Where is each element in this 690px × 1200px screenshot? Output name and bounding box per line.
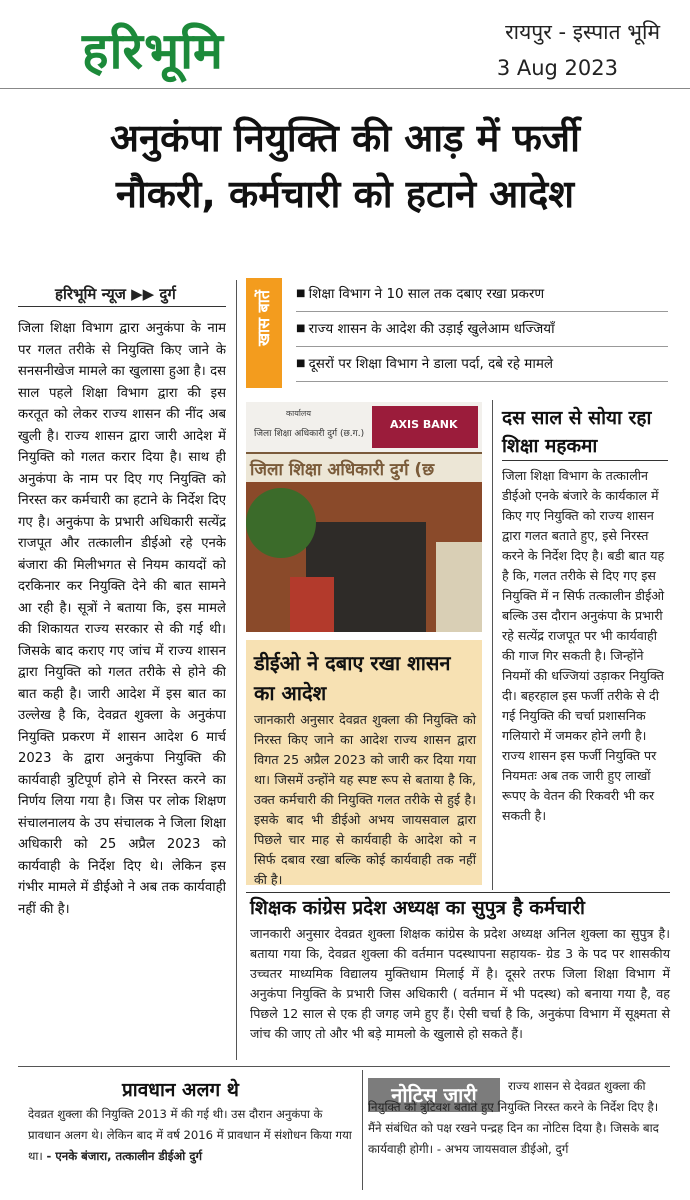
highlight-divider (296, 311, 668, 312)
signboard-top-text: कार्यालय (286, 409, 311, 418)
notice-body (368, 1076, 668, 1160)
highlights-tag-label: खास बातें (254, 290, 273, 347)
masthead-divider (0, 88, 690, 89)
highlight-divider (296, 381, 668, 382)
column-divider (362, 1070, 363, 1190)
side-wall (436, 542, 482, 632)
column-divider (236, 280, 237, 1060)
notice-text: राज्य शासन से देवव्रत शुक्ला की नियुक्ति को त्रुटिवश बताते हुए नियुक्ति निरस्त करने के निर्देश दिए है। मैंने संबंधित को पक्ष रखने पन्द्रह दिन का नोटिस दिया है। जिसके बाद कार्यवाही होगी। (368, 1079, 659, 1156)
signboard-office-text: जिला शिक्षा अधिकारी दुर्ग (छ.ग.) (254, 429, 365, 439)
highlight-divider (296, 346, 668, 347)
headline-line-2: नौकरी, कर्मचारी को हटाने आदेश (115, 172, 575, 216)
notice-label: नोटिस जारी (368, 1078, 500, 1112)
bottom-section-rule (18, 1066, 670, 1067)
highlights-list (296, 284, 668, 382)
provision-heading: प्रावधान अलग थे (122, 1079, 239, 1101)
column-divider (492, 400, 493, 890)
side-story-heading: दस साल से सोया रहा शिक्षा महकमा (502, 407, 652, 457)
deo-box-heading: डीईओ ने दबाए रखा शासन का आदेश (254, 651, 451, 705)
highlights-tag (246, 278, 282, 388)
highlight-item: ■ शिक्षा विभाग ने 10 साल तक दबाए रखा प्रकरण (296, 284, 668, 311)
deo-box (246, 640, 482, 885)
red-gate (290, 577, 334, 632)
axis-bank-name: AXIS BANK (390, 418, 458, 431)
headline (20, 110, 670, 222)
office-photo (246, 402, 482, 632)
highlight-item: ■ दूसरों पर शिक्षा विभाग ने डाला पर्दा, दबे रहे मामले (296, 354, 668, 381)
office-banner (246, 454, 482, 482)
newspaper-logo (82, 22, 332, 80)
headline-line-1: अनुकंपा नियुक्ति की आड़ में फर्जी (110, 116, 580, 160)
deo-box-text: जानकारी अनुसार देवव्रत शुक्ला की नियुक्ति को निरस्त किए जाने का आदेश राज्य शासन द्वारा विगत 25 अप्रैल 2023 को जारी कर दिया गया था। जिसमें उन्होंने यह स्पष्ट रूप से बताया है कि, उक्त कर्मचारी की नियुक्ति गलत तरीके से हुई है। इसके बाद भी डीईओ अभय जायसवाल द्वारा पिछले चार माह से कार्यवाही के आदेश को न सिर्फ दबाव रखा बल्कि कोई कार्यवाही तक नहीं की है। (254, 712, 476, 887)
byline-divider (18, 306, 226, 307)
congress-story-text: जानकारी अनुसार देवव्रत शुक्ला शिक्षक कांग्रेस के प्रदेश अध्यक्ष अनिल शुक्ला का सुपुत्र है। बताया गया कि, देवव्रत शुक्ला की वर्तमान पदस्थापना सहायक- ग्रेड 3 के पद पर शासकीय उच्चतर माध्यमिक विद्यालय मुक्तिधाम मिलाई में है। दूसरे तरफ जिला शिक्षा विभाग में अनुकंपा नियुक्ति के प्रभारी जिस अधिकारी ( वर्तमान में भी पदस्थ) को बनाया गया है, वह पिछले 12 साल से एक ही जगह जमे हुए हैं। ऐसी चर्चा है कि, अनुकंपा विभाग में सूक्ष्मता से जांच की जाए तो और भी बड़े मामलो के खुलासे हो सकते हैं। (250, 926, 670, 1041)
side-story-rule (502, 460, 668, 461)
congress-story-heading: शिक्षक कांग्रेस प्रदेश अध्यक्ष का सुपुत्र है कर्मचारी (250, 897, 585, 919)
highlight-item: ■ राज्य शासन के आदेश की उड़ाई खुलेआम धज्जियाँ (296, 319, 668, 346)
byline-source: हरिभूमि न्यूज (55, 285, 126, 303)
publication-date: 3 Aug 2023 (496, 56, 618, 80)
notice-attribution: - अभय जायसवाल डीईओ, दुर्ग (436, 1142, 569, 1156)
edition-label: रायपुर - इस्पात भूमि (505, 20, 660, 44)
section-rule (246, 892, 670, 893)
provision-body (28, 1104, 356, 1167)
side-story-text: जिला शिक्षा विभाग के तत्कालीन डीईओ एनके बंजारे के कार्यकाल में किए गए नियुक्ति को राज्य शासन द्वारा गलत बताते हुए, इसे निरस्त करने के निर्देश दिए है। बडी बात यह है कि, गलत तरीके से दिए गए इस नियुक्ति में न सिर्फ तत्कालीन डीईओ बल्कि उस दौरान अनुकंपा के प्रभारी रहे सत्येंद्र राजपूत पर भी कार्यवाही की गाज गिर सकती है। जिन्होंने नियमों की धज्जियां उड़ाकर नियुक्ति दी। बहरहाल इस फर्जी तरीके से दी गई नियुक्ति की चर्चा प्रशासनिक गलियारो में जमकर होने लगी है। राज्य शासन इस फर्जी नियुक्ति पर नियमतः अब तक जारी हुए लाखों रूपए के वेतन की रिकवरी भी कर सकती है। (502, 468, 665, 823)
byline-place: दुर्ग (159, 285, 176, 303)
main-story-text: जिला शिक्षा विभाग द्वारा अनुकंपा के नाम पर गलत तरीके से नियुक्ति किए जाने के सनसनीखेज मामले का खुलासा हुआ है। दस साल पहले शिक्षा विभाग द्वारा की इस करतूत को लेकर राज्य शासन की नींद अब खुली है। राज्य शासन द्वारा जारी आदेश में नियुक्ति को गलत करार दिया है। साथ ही अनुकंपा के नाम पर दिए गए नियुक्ति को निरस्त कर कर्मचारी का हटाने के निर्देश दिए गए है। अनुकंपा के प्रभारी अधिकारी सत्येंद्र राजपूत और तत्कालीन डीईओ रहे एनके बंजारा की मिलीभगत से नियम कायदों को दरकिनार कर नियुक्ति देने की बात सामने आ रही है। सूत्रों ने बताया कि, इस मामले की शिकायत राज्य सरकार से की गई थी। जिसके बाद कराए गए जांच में राज्य शासन द्वारा नियुक्ति को गलत तरीके से होने की बात कही है। जारी आदेश में इस बात का उल्लेख है कि, देवव्रत शुक्ला के अनुकंपा नियुक्ति प्रकरण में शासन आदेश 6 मार्च 2023 के द्वारा अनुकंपा नियुक्ति की कार्यवाही त्रुटिपूर्ण होने से निरस्त करने का निर्णय लिया गया है। जिस पर लोक शिक्षण संचालनालय के उप संचालक ने जिला शिक्षा अधिकारी को 25 अप्रैल 2023 को कार्यवाही के निर्देश दिए थे। लेकिन इस गंभीर मामले में डीईओ ने अब तक कार्यवाही नहीं की है। (18, 321, 226, 917)
provision-text: देवव्रत शुक्ला की नियुक्ति 2013 में की गई थी। उस दौरान अनुकंपा के प्रावधान अलग थे। लेकिन बाद में वर्ष 2016 में प्रावधान में संशोधन किया गया था। (28, 1107, 352, 1163)
logo-text: हरिभूमि (82, 22, 224, 80)
byline (55, 284, 176, 304)
axis-bank-sign (372, 406, 478, 448)
banner-text: जिला शिक्षा अधिकारी दुर्ग (छ (250, 460, 435, 480)
palm-tree (246, 488, 316, 558)
provision-attribution: - एनके बंजारा, तत्कालीन डीईओ दुर्ग (46, 1149, 203, 1163)
byline-separator: ▶▶ (131, 285, 155, 303)
